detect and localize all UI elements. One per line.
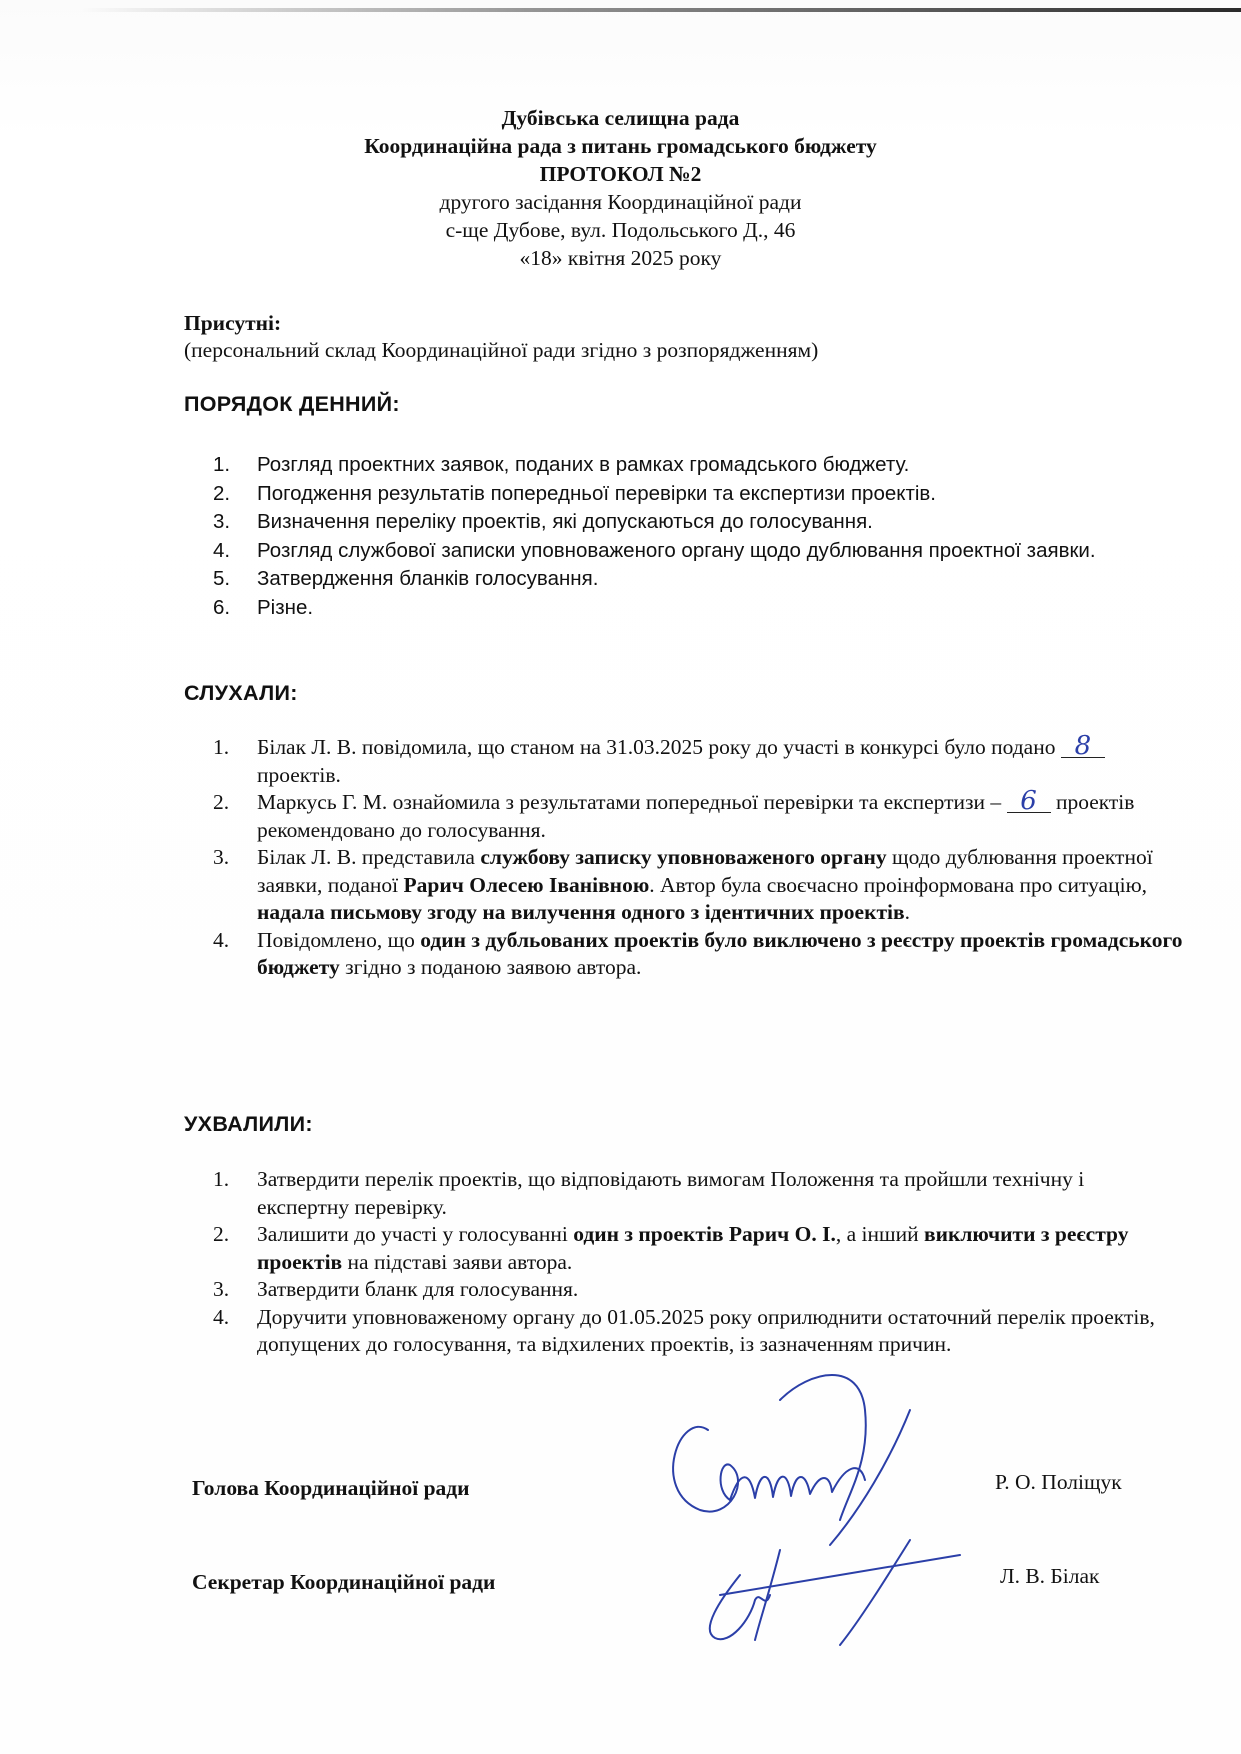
heard-item: 3. Білак Л. В. представила службову записку уповноваженого органу щодо дублювання проектної заявки, поданої Рарич Олесею Іванівною. Автор була своєчасно проінформована про ситуацію, надала письмову згоду на вилучення одного з ідентичних проектів. <box>213 845 1153 924</box>
scan-edge-shadow <box>80 8 1241 12</box>
handwritten-count-recommended: 6 <box>1007 790 1051 813</box>
resolved-title: УХВАЛИЛИ: <box>184 1112 313 1136</box>
meeting-address: с-ще Дубове, вул. Подольського Д., 46 <box>445 218 796 242</box>
agenda-list <box>213 451 1217 622</box>
agenda-item: 3. Визначення переліку проектів, які допускаються до голосування. <box>213 510 873 533</box>
resolved-list <box>213 1166 1217 1359</box>
heard-title: СЛУХАЛИ: <box>184 681 298 705</box>
heard-list <box>213 731 1193 982</box>
heard-item: 1. Білак Л. В. повідомила, що станом на 31.03.2025 року до участі в конкурсі було подано 8 проектів. <box>213 734 1172 789</box>
resolved-item: 2. Залишити до участі у голосуванні один з проектів Рарич О. І., а інший виключити з реєстру проектів на підставі заяви автора. <box>213 1222 1129 1274</box>
board-name: Координаційна рада з питань громадського бюджету <box>364 134 877 158</box>
resolved-item: 4. Доручити уповноваженому органу до 01.05.2025 року оприлюднити остаточний перелік проектів, допущених до голосування, та відхилених проектів, із зазначенням причин. <box>213 1304 1155 1356</box>
protocol-title: ПРОТОКОЛ №2 <box>539 162 702 186</box>
present-text: (персональний склад Координаційної ради згідно з розпорядженням) <box>184 338 819 362</box>
resolved-item: 3. Затвердити бланк для голосування. <box>213 1277 579 1301</box>
agenda-item: 5. Затвердження бланків голосування. <box>213 567 599 590</box>
secretary-name: Л. В. Білак <box>1000 1564 1100 1588</box>
document-header <box>0 104 1241 272</box>
agenda-title: ПОРЯДОК ДЕННИЙ: <box>184 392 400 416</box>
meeting-description: другого засідання Координаційної ради <box>439 190 802 214</box>
present-title: Присутні: <box>184 311 282 335</box>
agenda-item: 4. Розгляд службової записки уповноваженого органу щодо дублювання проектної заявки. <box>213 538 1096 562</box>
resolved-item: 1. Затвердити перелік проектів, що відповідають вимогам Положення та пройшли технічну і експертну перевірку. <box>213 1167 1085 1219</box>
meeting-date: «18» квітня 2025 року <box>519 246 722 270</box>
heard-item: 2. Маркусь Г. М. ознайомила з результатами попередньої перевірки та експертизи – 6 проектів рекомендовано до голосування. <box>213 786 1135 842</box>
agenda-item: 2. Погодження результатів попередньої перевірки та експертизи проектів. <box>213 481 936 505</box>
chair-name: Р. О. Поліщук <box>995 1470 1122 1494</box>
handwritten-count-submitted: 8 <box>1061 735 1105 758</box>
agenda-item: 6. Різне. <box>213 595 314 619</box>
chair-role: Голова Координаційної ради <box>192 1476 470 1500</box>
handwritten-signatures <box>660 1370 1020 1660</box>
heard-item: 4. Повідомлено, що один з дубльованих проектів було виключено з реєстру проектів громадського бюджету згідно з поданою заявою автора. <box>213 927 1183 979</box>
council-name: Дубівська селищна рада <box>501 106 740 130</box>
secretary-role: Секретар Координаційної ради <box>192 1570 496 1594</box>
agenda-item: 1. Розгляд проектних заявок, поданих в рамках громадського бюджету. <box>213 453 910 476</box>
